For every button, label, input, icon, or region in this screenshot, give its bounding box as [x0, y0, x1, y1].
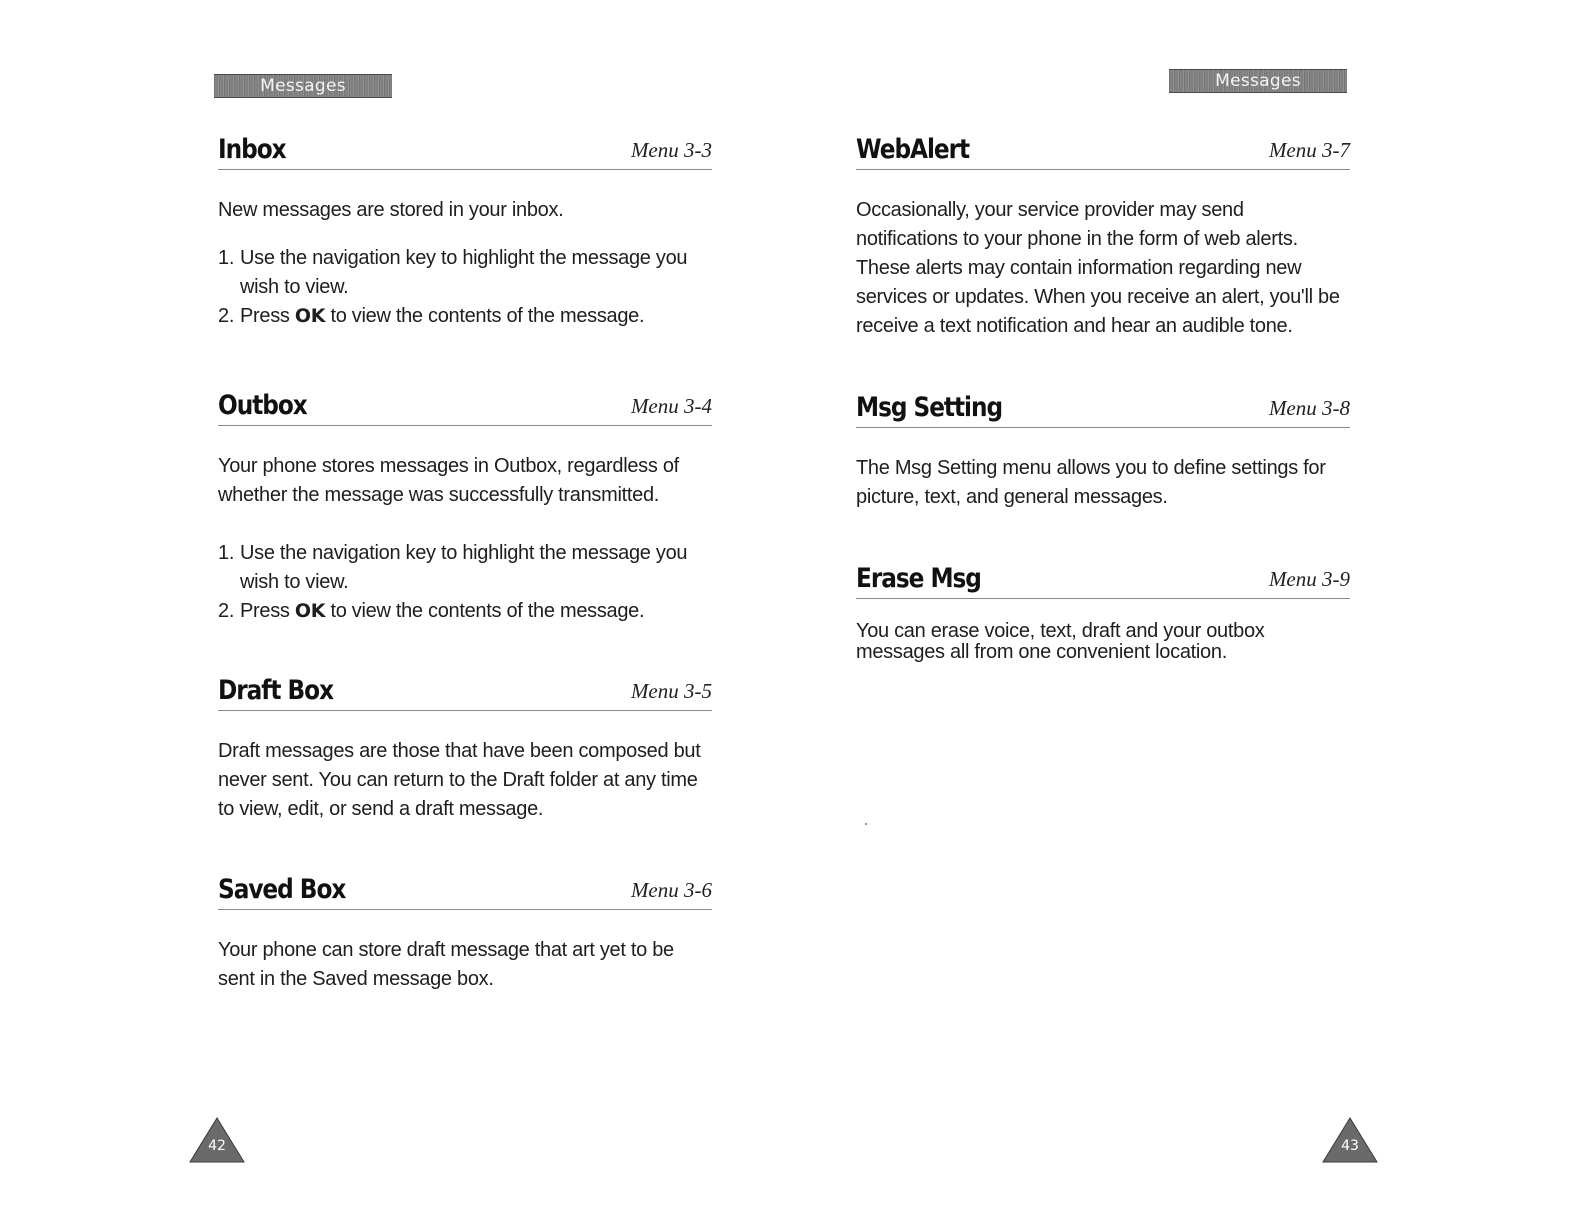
menu-reference: Menu 3-6 [630, 878, 712, 902]
section-body [218, 737, 712, 824]
page-number-badge [1321, 1116, 1379, 1164]
intro-text: Draft messages are those that have been composed but never sent. You can return to the Draft folder at any time to view, edit, or send a draft message. [218, 740, 701, 820]
steps-list [218, 244, 712, 331]
step-text: to view the contents of the message. [330, 305, 645, 327]
section-saved-box [218, 874, 712, 994]
section-header [218, 675, 712, 711]
page-number-badge [188, 1116, 246, 1164]
steps-list [218, 539, 712, 626]
section-title: Erase Msg [856, 563, 981, 594]
section-header [856, 134, 1350, 170]
header-tab: Messages [214, 74, 392, 98]
header-tab: Messages [1169, 69, 1347, 93]
right-page [789, 0, 1578, 1221]
intro-text: Your phone stores messages in Outbox, regardless of whether the message was successfully transmitted. [218, 455, 679, 506]
page-number: 42 [208, 1138, 226, 1154]
section-title: WebAlert [856, 134, 970, 165]
section-body [856, 454, 1350, 512]
menu-reference: Menu 3-3 [630, 138, 712, 162]
menu-reference: Menu 3-7 [1268, 138, 1350, 162]
section-body [856, 196, 1350, 341]
section-header [856, 392, 1350, 428]
step-item [218, 597, 712, 626]
scan-speck [865, 823, 867, 825]
section-body [218, 936, 712, 994]
section-header [218, 874, 712, 910]
section-inbox [218, 134, 712, 331]
section-header [218, 134, 712, 170]
intro-text: Occasionally, your service provider may send notifications to your phone in the form of web alerts. These alerts may contain information regarding new services or updates. When you receive an alert, you'll be receive a text notification and hear an audible tone. [856, 199, 1340, 337]
intro-text: You can erase voice, text, draft and your outbox messages all from one convenient location. [856, 620, 1265, 663]
section-msg-setting [856, 392, 1350, 512]
section-title: Saved Box [218, 874, 346, 905]
section-title: Inbox [218, 134, 286, 165]
menu-reference: Menu 3-4 [630, 394, 712, 418]
section-webalert [856, 134, 1350, 341]
intro-text: The Msg Setting menu allows you to define settings for picture, text, and general messages. [856, 457, 1326, 508]
intro-text: Your phone can store draft message that art yet to be sent in the Saved message box. [218, 939, 674, 990]
section-body [856, 621, 1350, 663]
step-item [218, 539, 712, 597]
step-text: Press [240, 600, 290, 622]
section-header [856, 563, 1350, 599]
step-number: 1. [218, 542, 235, 564]
step-item [218, 244, 712, 302]
page-number: 43 [1341, 1138, 1359, 1154]
menu-reference: Menu 3-8 [1268, 396, 1350, 420]
ok-key-label: OK [294, 600, 326, 622]
section-erase-msg [856, 563, 1350, 663]
step-text: Press [240, 305, 290, 327]
step-text: to view the contents of the message. [330, 600, 645, 622]
step-number: 2. [218, 305, 235, 327]
section-title: Msg Setting [856, 392, 1003, 423]
step-text: Use the navigation key to highlight the message you wish to view. [240, 247, 688, 298]
section-body [218, 196, 712, 331]
section-header [218, 390, 712, 426]
section-draft-box [218, 675, 712, 824]
section-title: Draft Box [218, 675, 334, 706]
step-number: 1. [218, 247, 235, 269]
menu-reference: Menu 3-9 [1268, 567, 1350, 591]
section-title: Outbox [218, 390, 307, 421]
step-number: 2. [218, 600, 235, 622]
section-outbox [218, 390, 712, 626]
step-item [218, 302, 712, 331]
step-text: Use the navigation key to highlight the message you wish to view. [240, 542, 688, 593]
section-body [218, 452, 712, 626]
ok-key-label: OK [294, 305, 326, 327]
intro-text: New messages are stored in your inbox. [218, 199, 564, 221]
menu-reference: Menu 3-5 [630, 679, 712, 703]
